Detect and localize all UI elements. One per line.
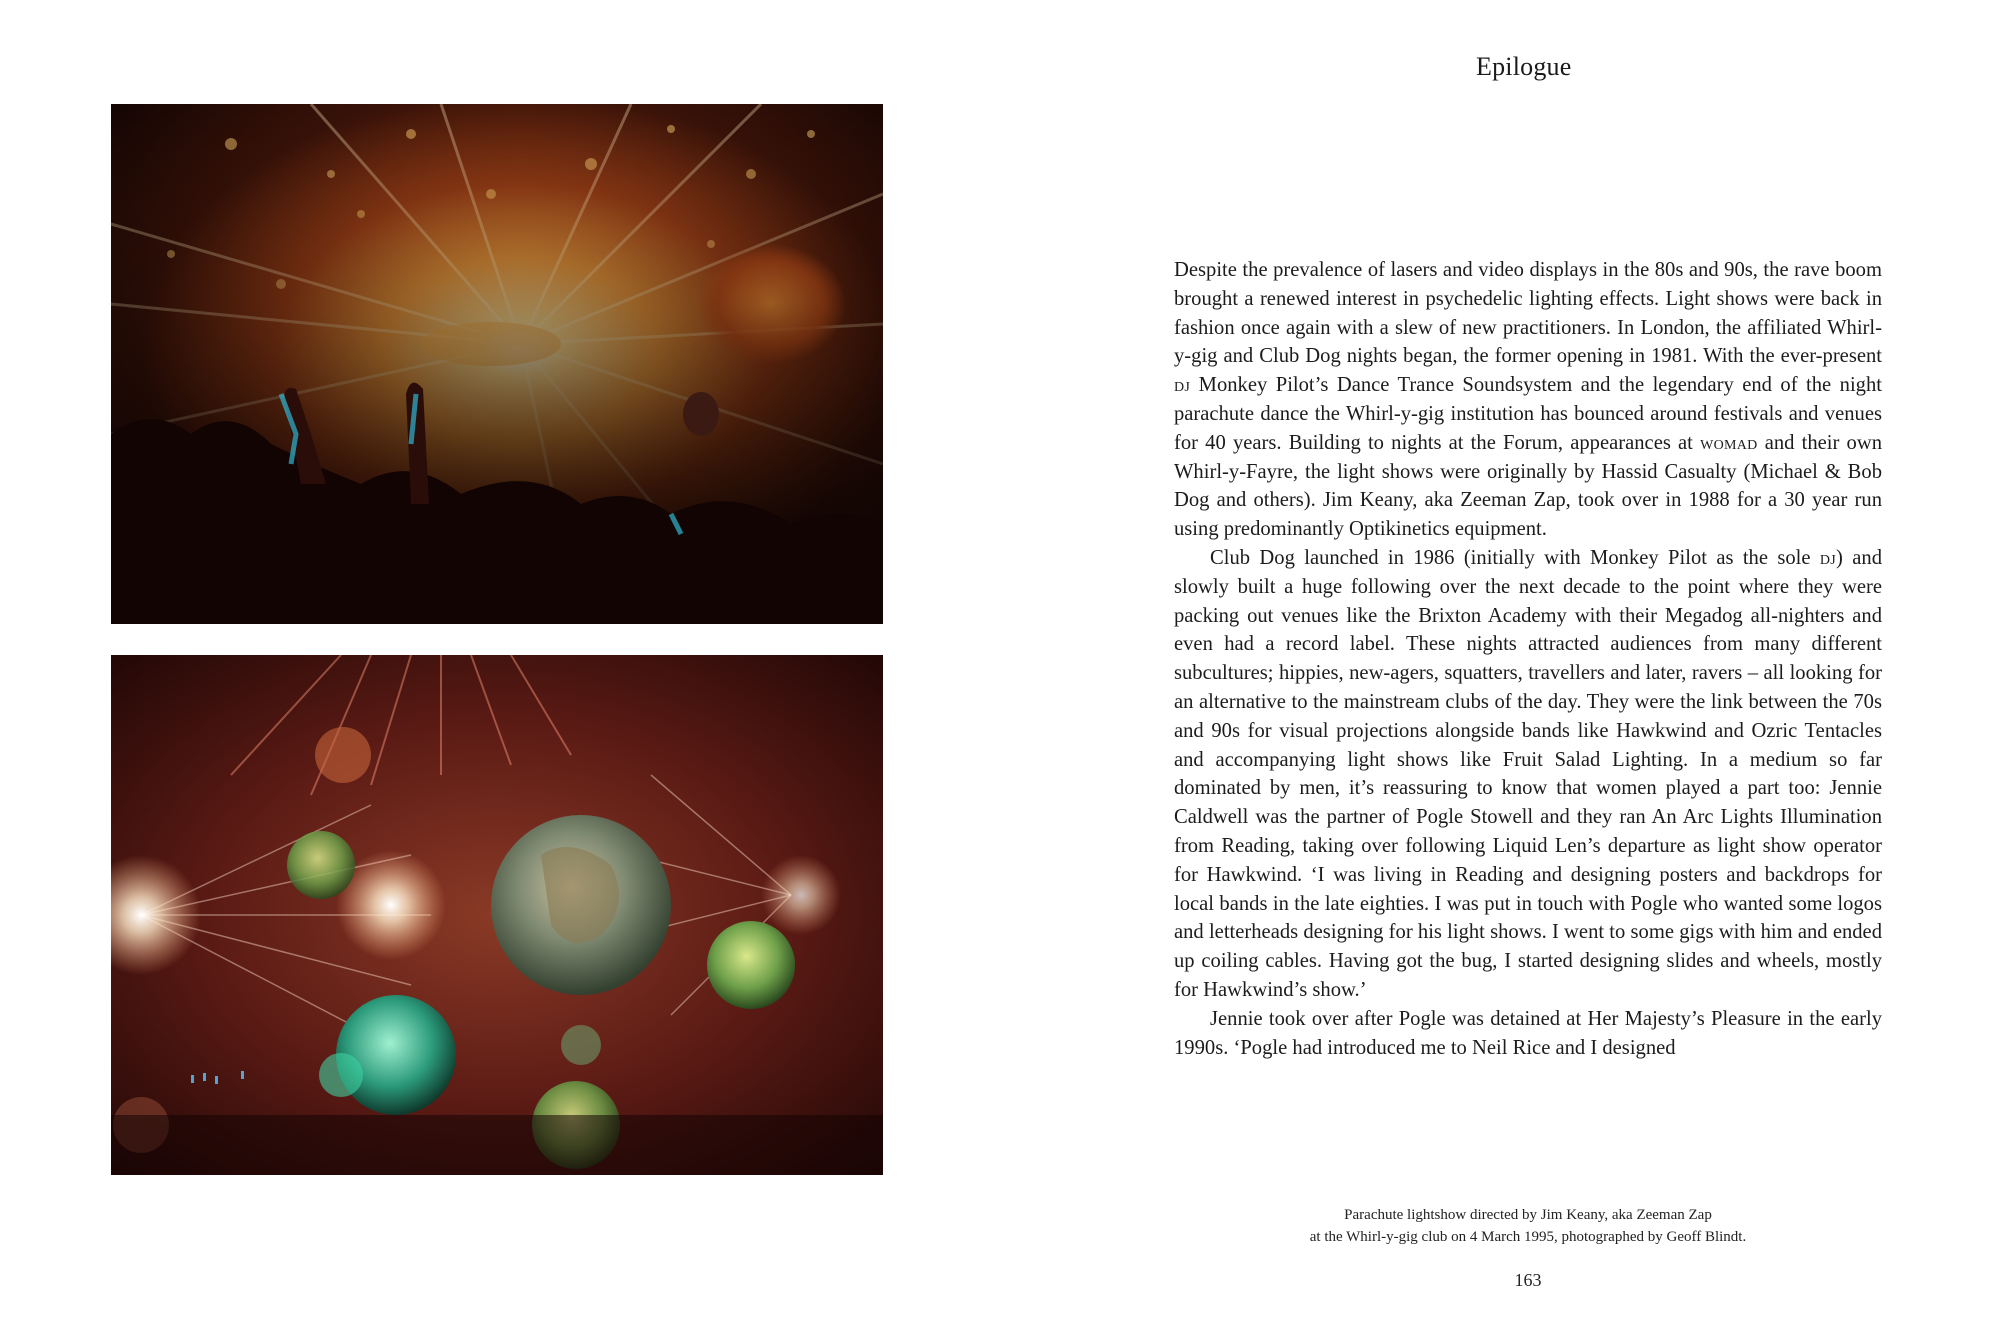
body-paragraph: [1174, 1005, 1882, 1063]
body-paragraph: [1174, 544, 1882, 1005]
body-text: [1174, 256, 1882, 1062]
paragraph-text: Club Dog launched in 1986 (initially with Monkey Pilot as the sole: [1210, 546, 1820, 569]
page-number: 163: [1514, 1270, 1542, 1290]
paragraph-text: ) and slowly built a huge following over the next decade to the point where they were packing out venues like the Brixton Academy with their Megadog all-nighters and even had a record label. These nights attracted audiences from many different subcultures; hippies, new-agers, squatters, travellers and later, ravers – all looking for an alternative to the mainstream clubs of the day. They were the link between the 70s and 90s for visual projections alongside bands like Hawkwind and Ozric Tentacles and accompanying light shows like Fruit Salad Lighting. In a medium so far dominated by men, it’s reassuring to know that women played a part too: Jennie Caldwell was the partner of Pogle Stowell and they ran An Arc Lights Illumination from Reading, taking over following Liquid Len’s departure as light show operator for Hawkwind. ‘I was living in Reading and designing posters and backdrops for local bands in the late eighties. I was put in touch with Pogle who wanted some logos and letterheads designing for his light shows. I went to some gigs with him and ended up coiling cables. Having got the bug, I started designing slides and wheels, mostly for Hawkwind’s show.’: [1174, 546, 1882, 1001]
running-head: Epilogue: [1476, 52, 1572, 81]
paragraph-text: Monkey Pilot’s Dance Trance Soundsystem and the legendary end of the night parachute dance the Whirl-y-gig institution has bounced around festivals and venues for 40 years. Building to nights at the Forum, appearances at: [1174, 374, 1882, 454]
paragraph-text: Despite the prevalence of lasers and video displays in the 80s and 90s, the rave boom brought a renewed interest in psychedelic lighting effects. Light shows were back in fashion once again with a slew of new practitioners. In London, the affiliated Whirl-y-gig and Club Dog nights began, the former opening in 1981. With the ever-present: [1174, 259, 1882, 368]
small-caps-text: dj: [1174, 374, 1191, 397]
caption-line-2: at the Whirl-y-gig club on 4 March 1995, photographed by Geoff Blindt.: [1309, 1229, 1747, 1245]
photo-caption: [1174, 1204, 1882, 1248]
body-paragraph: [1174, 256, 1882, 544]
small-caps-text: dj: [1819, 546, 1837, 569]
paragraph-text: Jennie took over after Pogle was detained at Her Majesty’s Pleasure in the early 1990s. ‘Pogle had introduced me to Neil Rice and I designed: [1174, 1007, 1882, 1059]
caption-line-1: Parachute lightshow directed by Jim Keany, aka Zeeman Zap: [1344, 1207, 1712, 1223]
small-caps-text: womad: [1700, 431, 1758, 454]
lightshow-photo-bottom: [111, 655, 883, 1175]
lightshow-photo-top: [111, 104, 883, 624]
paragraph-text: and their own Whirl-y-Fayre, the light shows were originally by Hassid Casualty (Michael & Bob Dog and others). Jim Keany, aka Zeeman Zap, took over in 1988 for a 30 year run using predominantly Optikinetics equipment.: [1174, 431, 1883, 541]
